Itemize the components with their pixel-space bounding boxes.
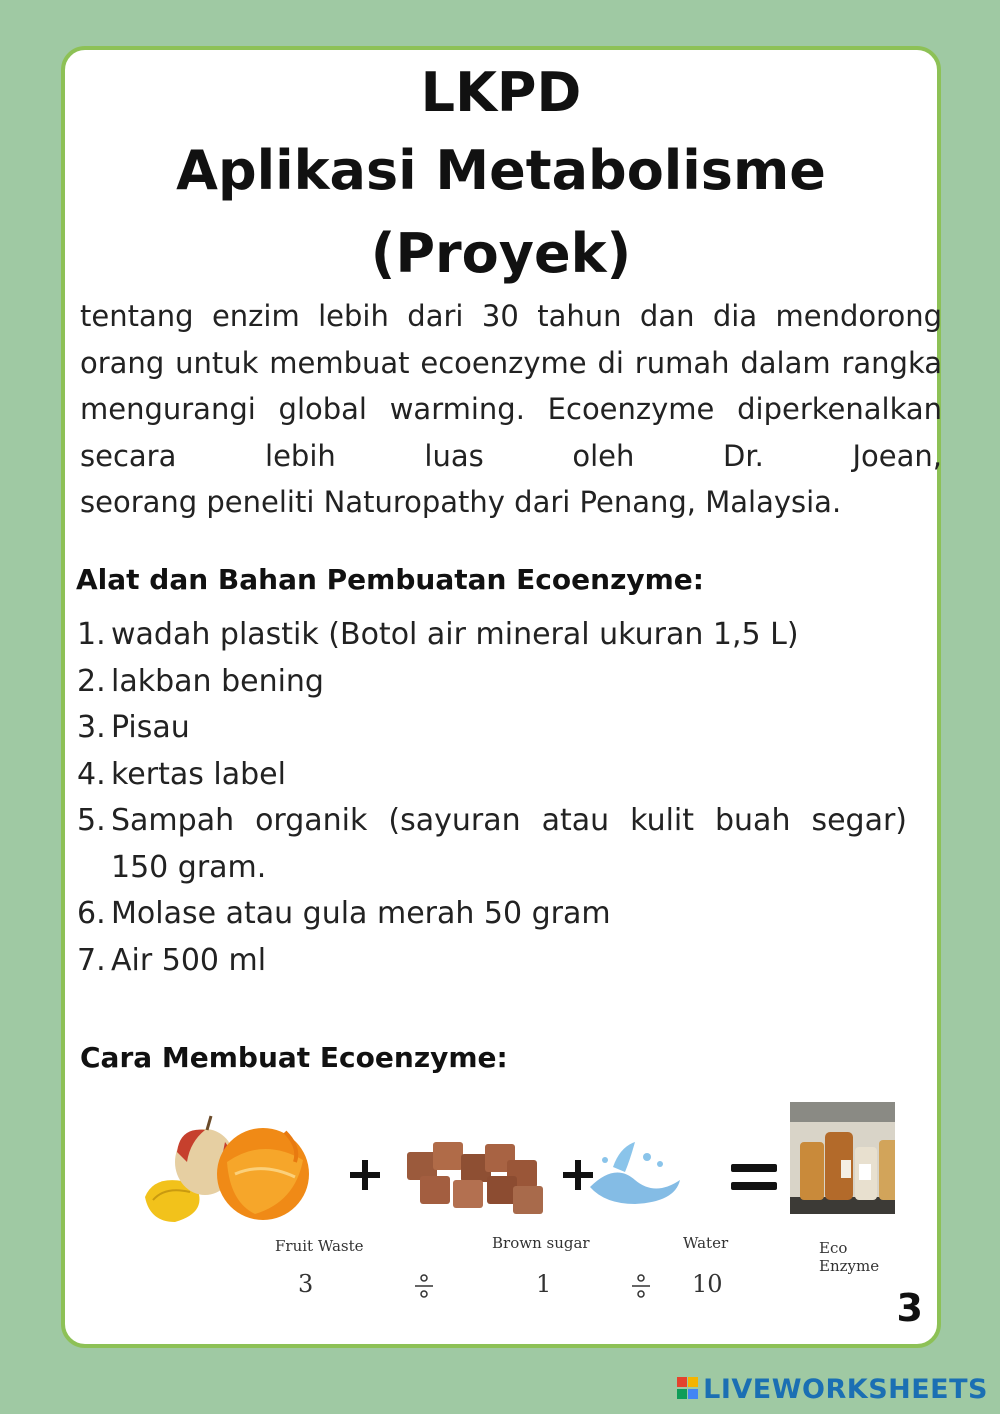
list-number: 7. <box>77 942 106 978</box>
recipe-graphic <box>135 1102 895 1302</box>
eco-enzyme-recipe-illustration <box>135 1102 895 1302</box>
list-number: 6. <box>77 896 106 931</box>
eco-enzyme-label: Eco Enzyme <box>819 1239 880 1275</box>
equals-icon <box>731 1164 777 1190</box>
materials-list <box>77 612 907 984</box>
water-label: Water <box>683 1234 729 1252</box>
list-text: Pisau <box>111 710 190 745</box>
list-number: 3. <box>77 710 106 745</box>
intro-last-line: seorang peneliti Naturopathy dari Penang, Malaysia. <box>80 485 842 519</box>
water-splash-image <box>590 1142 680 1204</box>
plus-icon <box>563 1160 593 1190</box>
list-number: 1. <box>77 617 106 652</box>
ratio-divider-icon <box>632 1275 650 1297</box>
list-item <box>77 752 907 799</box>
list-number: 4. <box>77 756 106 792</box>
plus-icon <box>350 1160 380 1190</box>
list-item <box>77 938 907 985</box>
intro-paragraph <box>80 293 942 526</box>
method-heading: Cara Membuat Ecoenzyme: <box>80 1041 508 1074</box>
list-text: Molase atau gula merah 50 gram <box>111 896 611 931</box>
worksheet-page <box>61 46 941 1348</box>
list-item <box>77 891 907 938</box>
list-text: wadah plastik (Botol air mineral ukuran 1,5 L) <box>111 617 799 652</box>
materials-heading: Alat dan Bahan Pembuatan Ecoenzyme: <box>76 563 704 596</box>
list-text: kertas label <box>111 756 286 792</box>
liveworksheets-blocks-icon <box>677 1377 699 1401</box>
brown-sugar-label: Brown sugar <box>492 1234 590 1252</box>
ratio-divider-icon <box>415 1275 433 1297</box>
fruit-waste-image <box>145 1116 309 1222</box>
list-item <box>77 798 907 891</box>
water-ratio: 10 <box>692 1270 723 1298</box>
list-number: 5. <box>77 803 106 838</box>
brand-name: LIVEWORKSHEETS <box>703 1373 988 1405</box>
title-line-3: (Proyek) <box>370 222 632 285</box>
brown-sugar-image <box>407 1142 543 1214</box>
list-text: lakban bening <box>111 663 324 699</box>
list-text: Air 500 ml <box>111 942 267 978</box>
liveworksheets-logo <box>677 1374 988 1404</box>
title-line-2: Aplikasi Metabolisme <box>176 139 826 202</box>
list-item <box>77 659 907 706</box>
list-text <box>111 798 907 891</box>
title-line-1: LKPD <box>420 61 582 124</box>
list-item <box>77 705 907 752</box>
fruit-waste-ratio: 3 <box>298 1270 314 1298</box>
page-number: 3 <box>896 1286 923 1330</box>
fruit-waste-label: Fruit Waste <box>275 1237 364 1255</box>
eco-enzyme-bottles-image <box>790 1102 895 1214</box>
list-text-line-1: Sampah organik (sayuran atau kulit buah segar) <box>111 803 907 838</box>
list-text-line-2: 150 gram. <box>111 849 267 885</box>
list-number: 2. <box>77 663 106 699</box>
list-item <box>77 612 907 659</box>
intro-body: tentang enzim lebih dari 30 tahun dan dia mendorong orang untuk membuat ecoenzyme di rumah dalam rangka mengurangi global warming. Ecoenzyme diperkenalkan secara lebih luas oleh Dr. Joean, <box>80 299 942 473</box>
brown-sugar-ratio: 1 <box>536 1270 552 1298</box>
